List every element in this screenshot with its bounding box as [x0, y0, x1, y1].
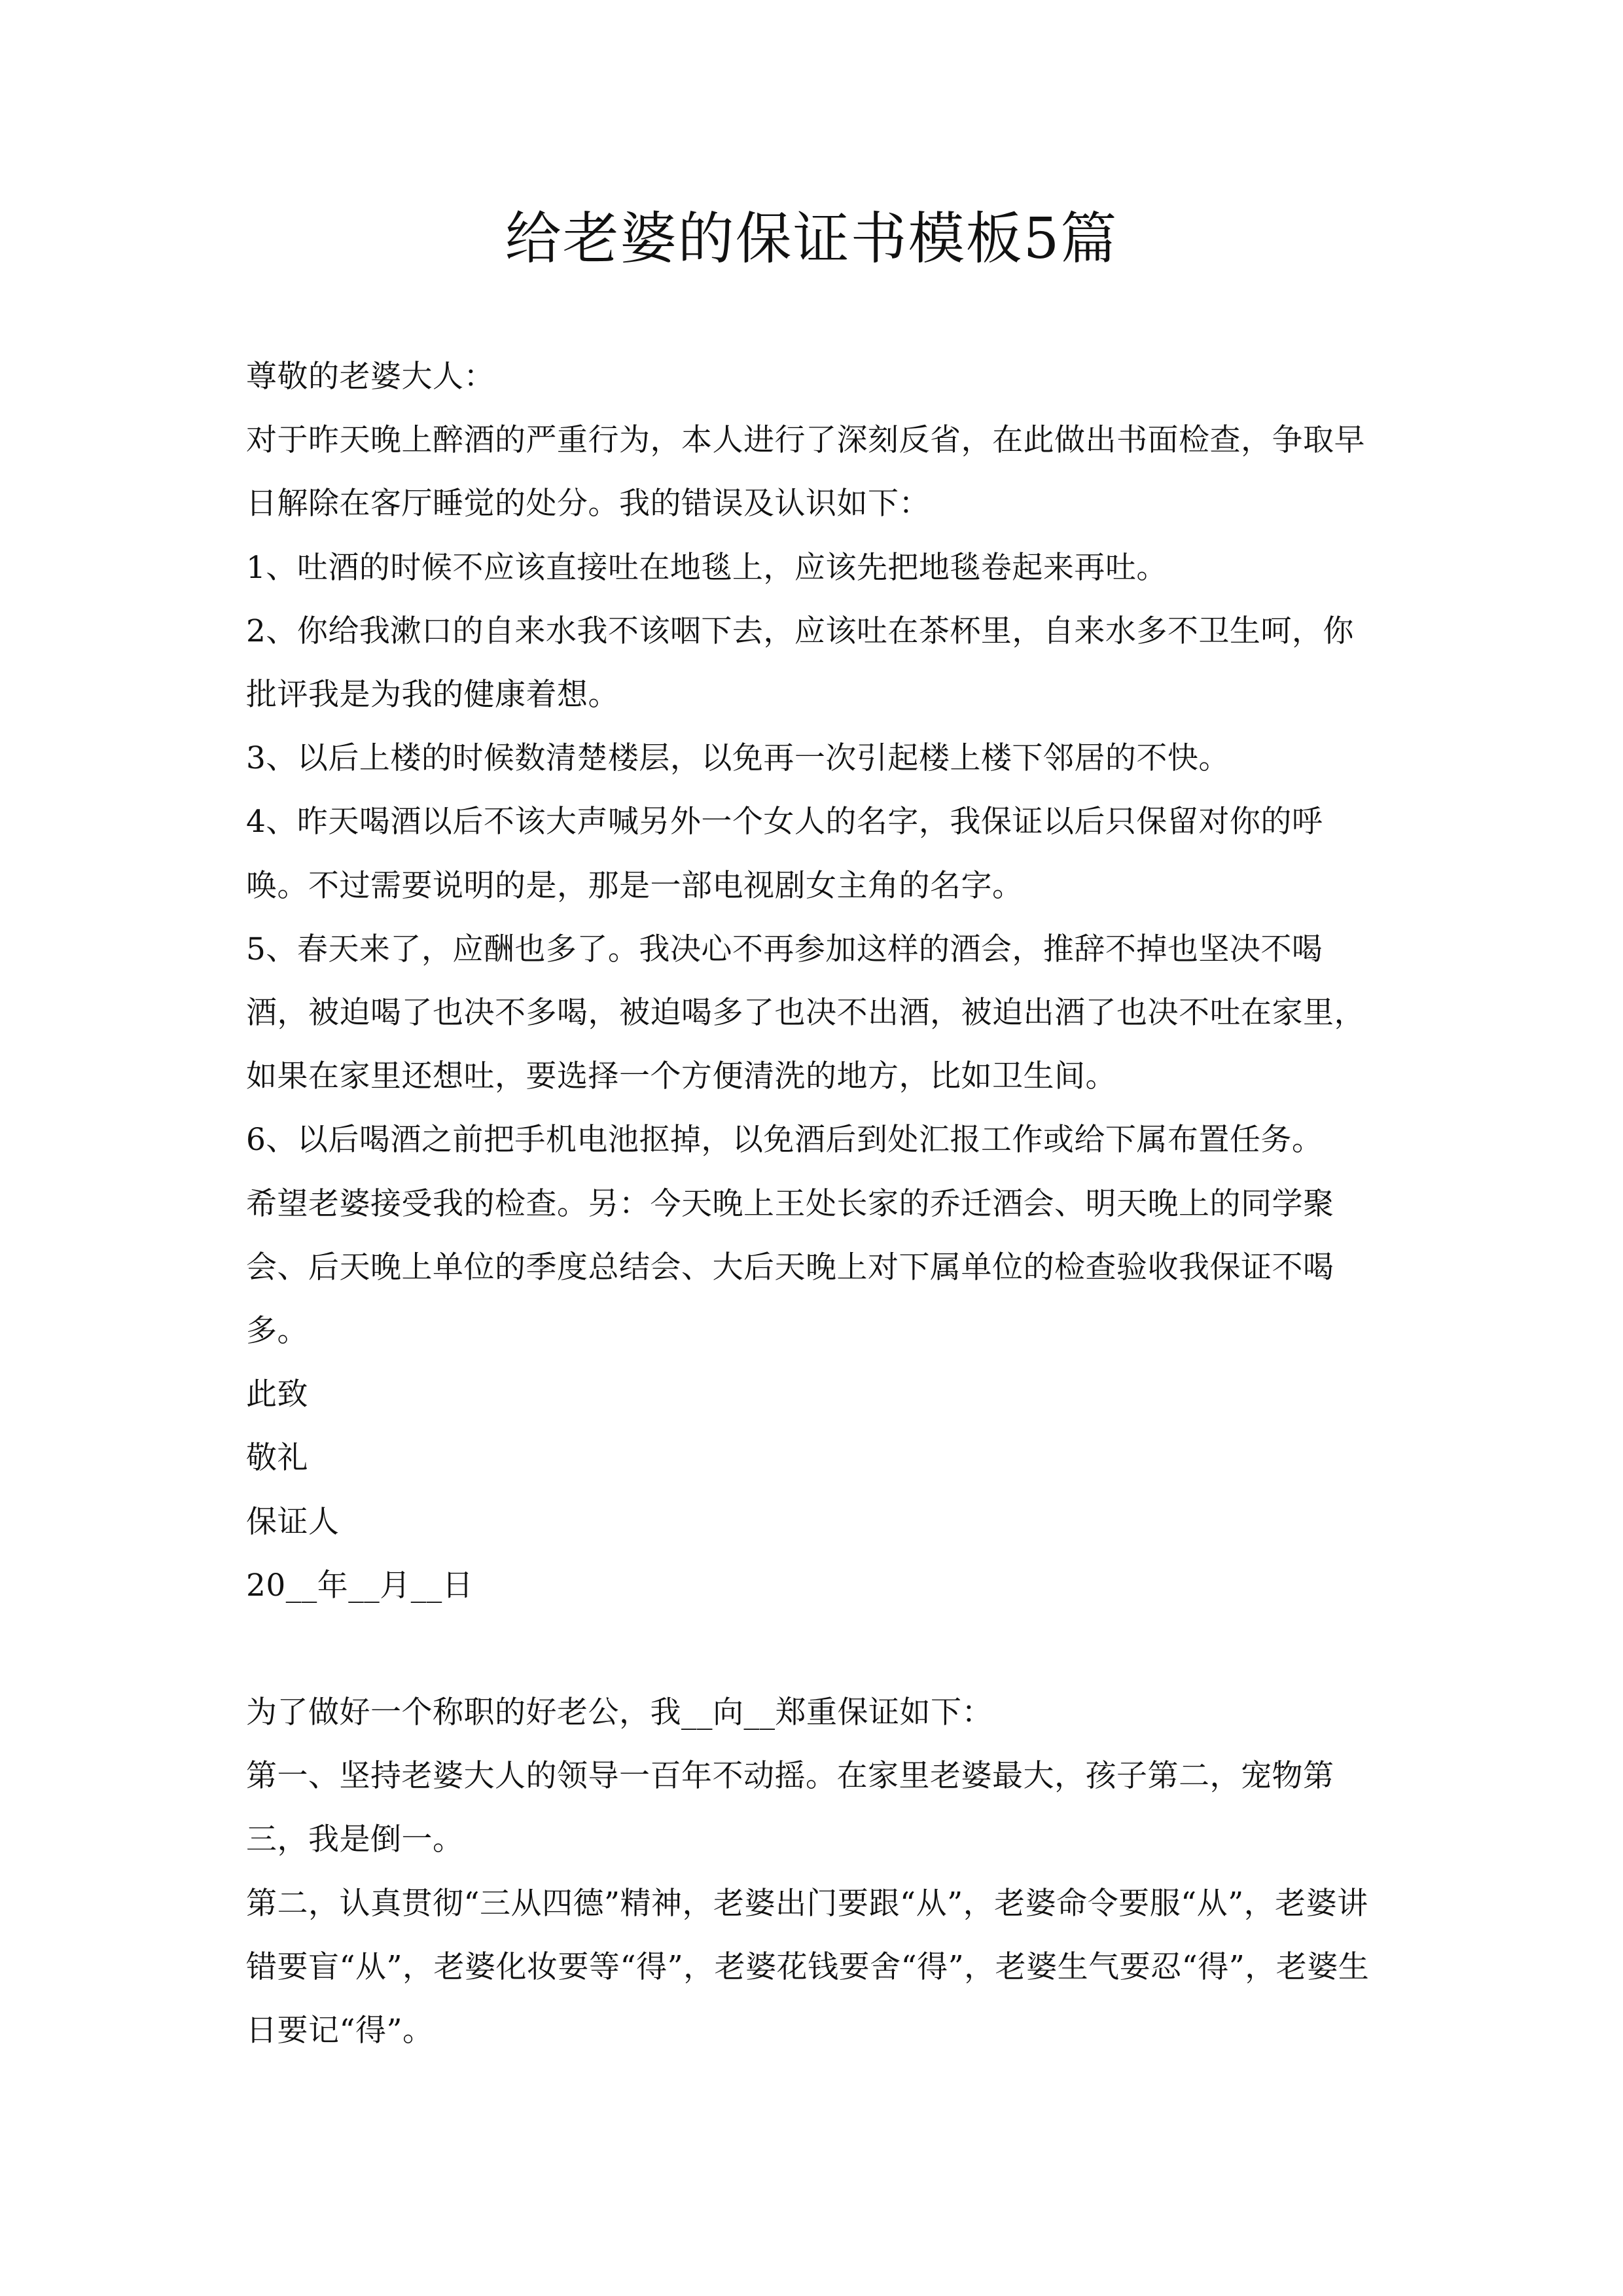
date-line: 20__年__月__日 [246, 1567, 474, 1604]
signer-label: 保证人 [246, 1503, 340, 1540]
closing-ci-zhi: 此致 [246, 1376, 308, 1413]
paragraph-item-1: 1、吐酒的时候不应该直接吐在地毯上，应该先把地毯卷起来再吐。 [246, 549, 1168, 586]
pledge-second: 第二，认真贯彻“三从四德”精神，老婆出门要跟“从”，老婆命令要服“从”，老婆讲错要盲“从”，老婆化妆要等“得”，老婆花钱要舍“得”，老婆生气要忍“得”，老婆生日要记“得”。 [246, 1885, 1370, 2049]
paragraph-hope: 希望老婆接受我的检查。另：今天晚上王处长家的乔迁酒会、明天晚上的同学聚会、后天晚上单位的季度总结会、大后天晚上对下属单位的检查验收我保证不喝多。 [246, 1185, 1334, 1350]
document-body [246, 345, 1385, 2062]
paragraph-confession-intro: 对于昨天晚上醉酒的严重行为，本人进行了深刻反省，在此做出书面检查，争取早日解除在客厅睡觉的处分。我的错误及认识如下： [246, 422, 1365, 522]
paragraph-item-4: 4、昨天喝酒以后不该大声喊另外一个女人的名字，我保证以后只保留对你的呼唤。不过需要说明的是，那是一部电视剧女主角的名字。 [246, 804, 1323, 904]
section-spacer [246, 1617, 1385, 1681]
paragraph-item-2: 2、你给我漱口的自来水我不该咽下去，应该吐在茶杯里，自来水多不卫生呵，你批评我是为我的健康着想。 [246, 613, 1354, 713]
pledge-intro: 为了做好一个称职的好老公，我__向__郑重保证如下： [246, 1695, 993, 1731]
paragraph-item-5: 5、春天来了，应酬也多了。我决心不再参加这样的酒会，推辞不掉也坚决不喝酒，被迫喝了也决不多喝，被迫喝多了也决不出酒，被迫出酒了也决不吐在家里，如果在家里还想吐，要选择一个方便清洗的地方，比如卫生间。 [246, 931, 1365, 1095]
document-title: 给老婆的保证书模板5篇 [505, 206, 1118, 272]
paragraph-item-3: 3、以后上楼的时候数清楚楼层，以免再一次引起楼上楼下邻居的不快。 [246, 740, 1230, 777]
pledge-first: 第一、坚持老婆大人的领导一百年不动摇。在家里老婆最大，孩子第二，宠物第三，我是倒一。 [246, 1758, 1334, 1858]
closing-jing-li: 敬礼 [246, 1440, 308, 1477]
paragraph-item-6: 6、以后喝酒之前把手机电池抠掉，以免酒后到处汇报工作或给下属布置任务。 [246, 1122, 1323, 1158]
greeting: 尊敬的老婆大人： [246, 359, 495, 395]
